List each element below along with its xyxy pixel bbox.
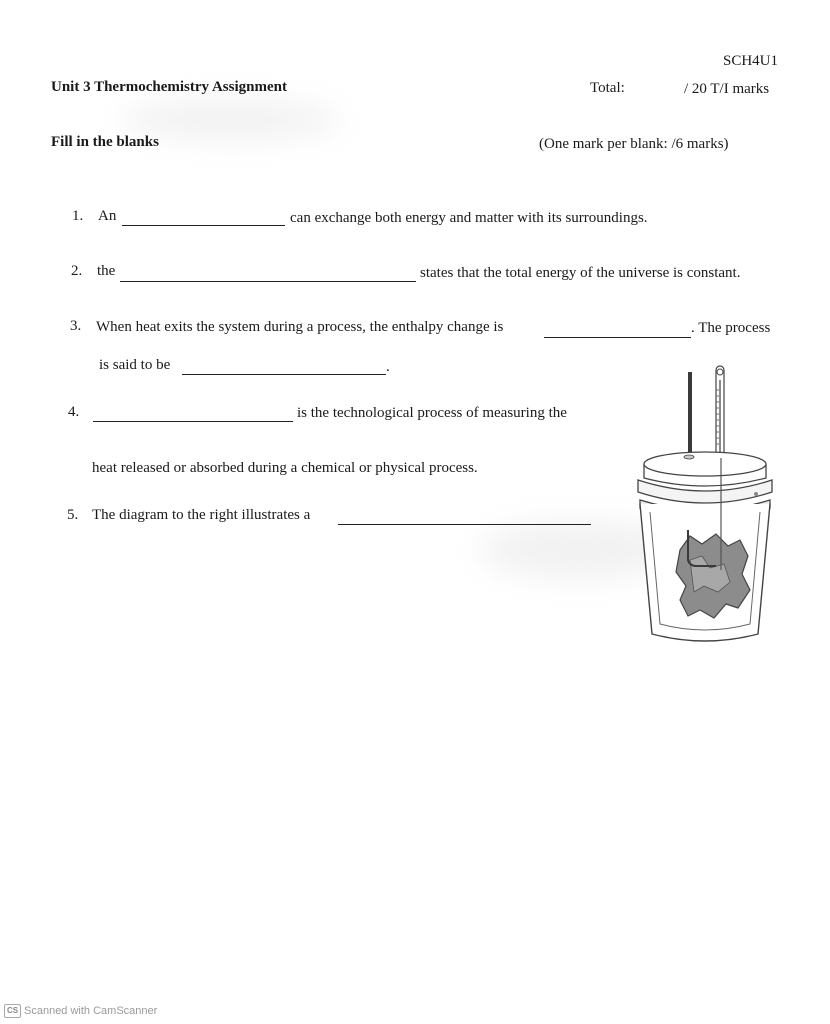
q1-number: 1. [72, 208, 84, 224]
q3-text-after: . The process [691, 320, 771, 336]
q4-line2: heat released or absorbed during a chemical or physical process. [92, 460, 478, 476]
camscanner-logo: CS [4, 1004, 21, 1018]
q5-number: 5. [67, 507, 79, 523]
q2-text-before: the [97, 263, 116, 279]
q1-blank[interactable] [122, 225, 285, 226]
stirrer-rod [688, 372, 692, 458]
marks-note: (One mark per blank: /6 marks) [539, 136, 729, 152]
total-marks: / 20 T/I marks [684, 81, 770, 97]
course-code: SCH4U1 [723, 53, 779, 69]
total-label: Total: [590, 80, 625, 96]
q3-blank-1[interactable] [544, 337, 691, 338]
watermark-text: Scanned with CamScanner [24, 1005, 158, 1017]
calorimeter-lid [644, 452, 766, 486]
thermometer [714, 366, 726, 461]
q3-line2-before: is said to be [99, 357, 171, 373]
page-title: Unit 3 Thermochemistry Assignment [51, 79, 287, 95]
q2-number: 2. [71, 263, 83, 279]
q3-text-before: When heat exits the system during a process, the enthalpy change is [96, 319, 504, 335]
q3-blank-2[interactable] [182, 374, 386, 375]
q1-text-before: An [98, 208, 117, 224]
q2-text-after: states that the total energy of the universe is constant. [420, 265, 741, 281]
q3-line2-after: . [386, 359, 390, 375]
q1-text-after: can exchange both energy and matter with its surroundings. [290, 210, 648, 226]
q4-text-after: is the technological process of measuring the [297, 405, 567, 421]
q5-blank[interactable] [338, 524, 591, 525]
q2-blank[interactable] [120, 281, 416, 282]
camscanner-watermark [4, 1004, 157, 1018]
q3-number: 3. [70, 318, 82, 334]
q4-number: 4. [68, 404, 80, 420]
coffee-cup-calorimeter-icon [630, 360, 780, 650]
q4-blank[interactable] [93, 421, 293, 422]
section-title: Fill in the blanks [51, 134, 159, 150]
q5-text-before: The diagram to the right illustrates a [92, 507, 311, 523]
